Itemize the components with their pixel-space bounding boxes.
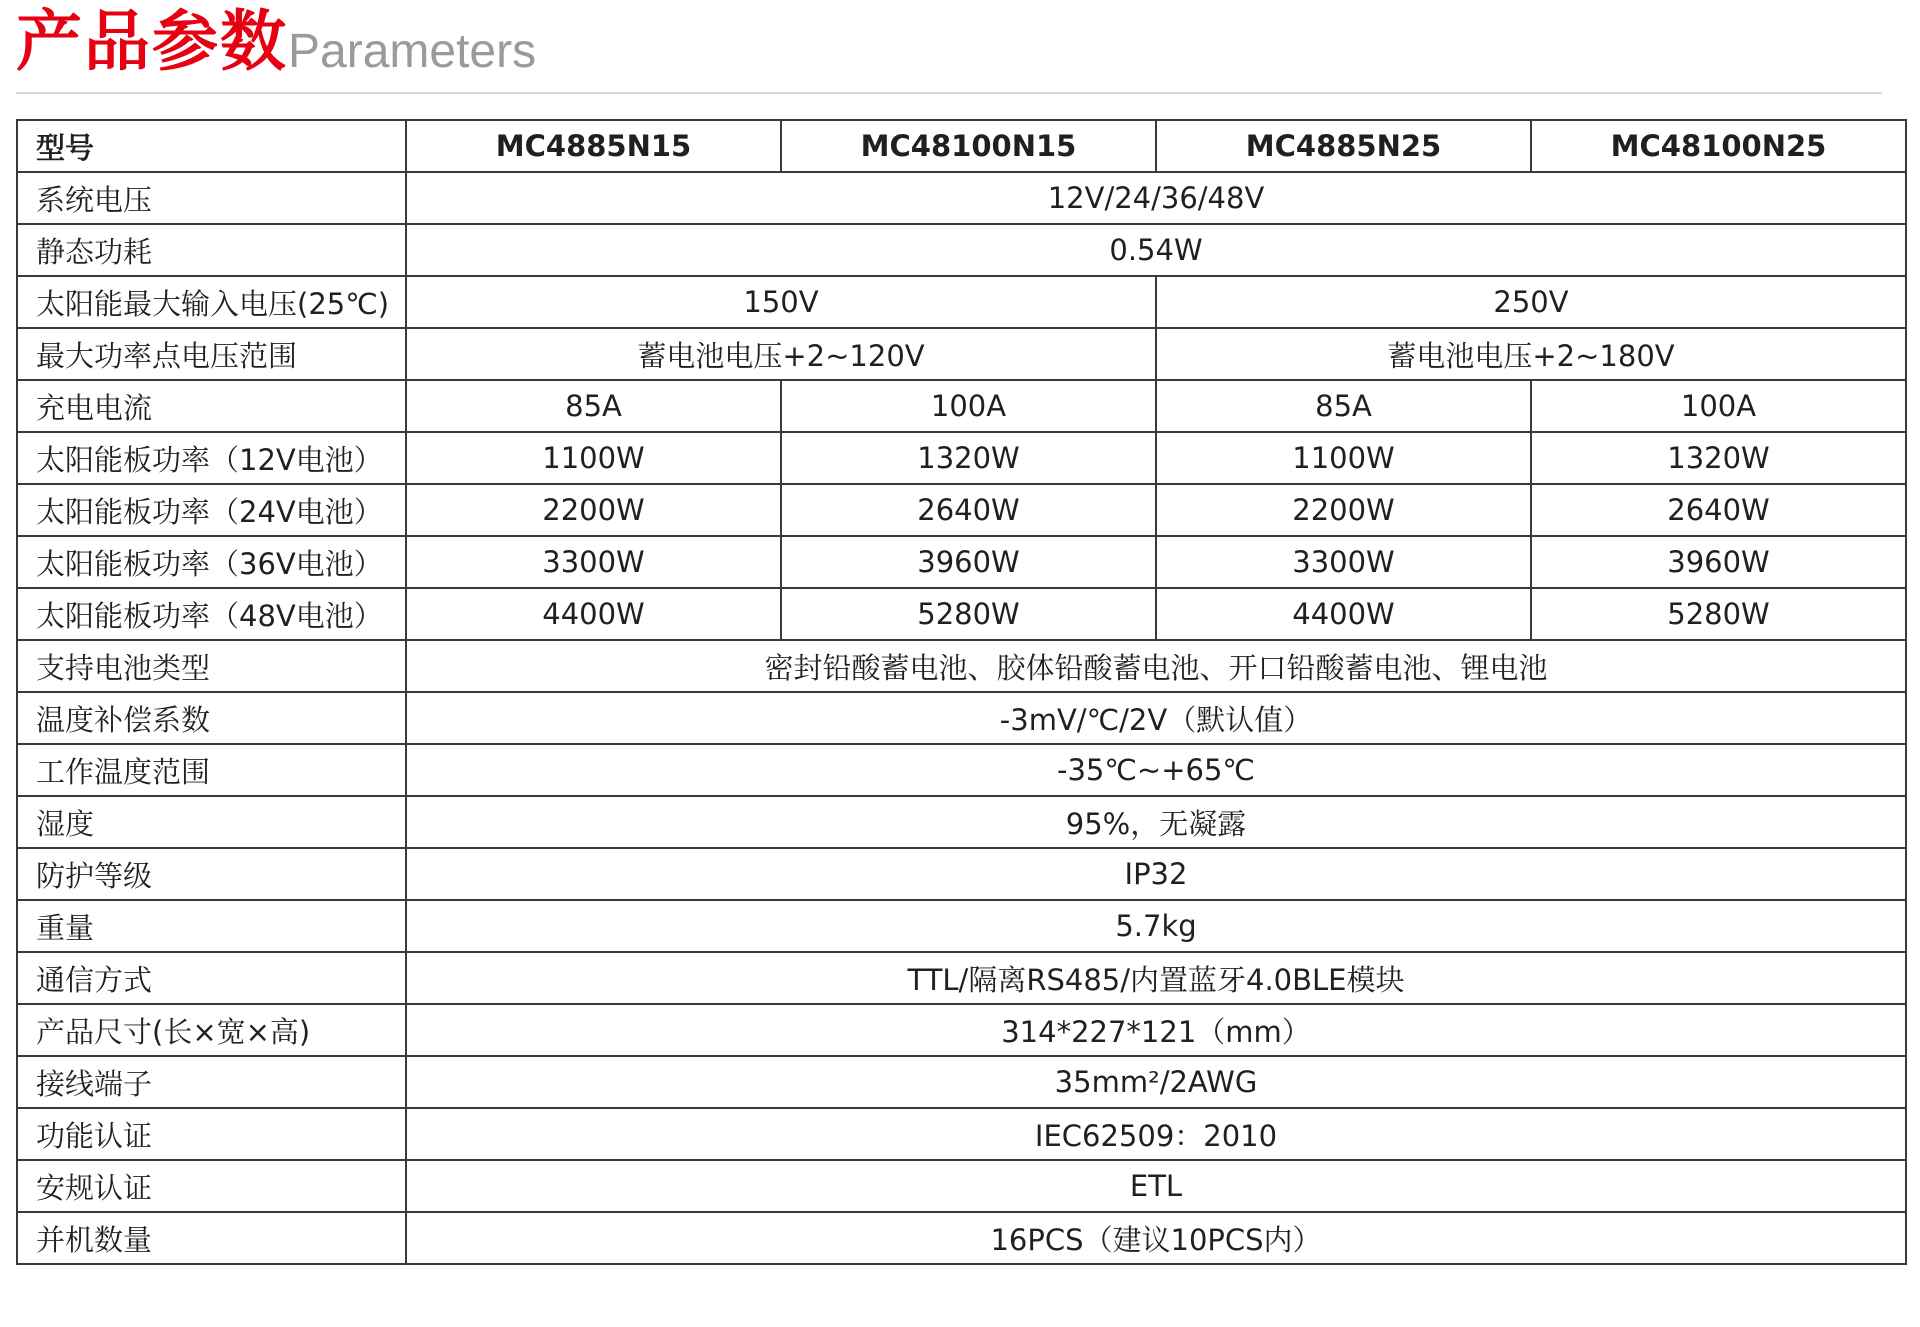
row-value: 85A: [406, 380, 781, 432]
row-label: 通信方式: [17, 952, 406, 1004]
table-row: [17, 328, 1906, 380]
row-value: 1320W: [1531, 432, 1906, 484]
table-row: [17, 1004, 1906, 1056]
row-value: 1320W: [781, 432, 1156, 484]
model-name: MC48100N15: [781, 120, 1156, 172]
row-value: 100A: [1531, 380, 1906, 432]
row-label: 太阳能板功率（36V电池）: [17, 536, 406, 588]
table-row: [17, 744, 1906, 796]
table-row: [17, 276, 1906, 328]
table-row: [17, 848, 1906, 900]
model-name: MC4885N25: [1156, 120, 1531, 172]
row-label: 系统电压: [17, 172, 406, 224]
row-value: 4400W: [1156, 588, 1531, 640]
row-value: 150V: [406, 276, 1156, 328]
row-value: -35℃~+65℃: [406, 744, 1906, 796]
table-row: [17, 432, 1906, 484]
row-label: 接线端子: [17, 1056, 406, 1108]
row-value: 85A: [1156, 380, 1531, 432]
row-value: IP32: [406, 848, 1906, 900]
parameters-table: [16, 119, 1907, 1265]
table-row: [17, 588, 1906, 640]
row-value: 1100W: [406, 432, 781, 484]
table-row: [17, 224, 1906, 276]
page-header: [16, 0, 1896, 90]
table-row: [17, 1108, 1906, 1160]
row-value: 5280W: [781, 588, 1156, 640]
row-label: 功能认证: [17, 1108, 406, 1160]
row-value: TTL/隔离RS485/内置蓝牙4.0BLE模块: [406, 952, 1906, 1004]
row-value: 蓄电池电压+2~120V: [406, 328, 1156, 380]
row-value: 2200W: [406, 484, 781, 536]
row-label: 温度补偿系数: [17, 692, 406, 744]
row-label: 产品尺寸(长×宽×高): [17, 1004, 406, 1056]
row-label: 湿度: [17, 796, 406, 848]
row-label: 静态功耗: [17, 224, 406, 276]
row-value: 35mm²/2AWG: [406, 1056, 1906, 1108]
table-row: [17, 1212, 1906, 1264]
row-value: 2200W: [1156, 484, 1531, 536]
table-row: [17, 172, 1906, 224]
row-value: 100A: [781, 380, 1156, 432]
row-value: 0.54W: [406, 224, 1906, 276]
row-value: 16PCS（建议10PCS内）: [406, 1212, 1906, 1264]
row-value: 95%，无凝露: [406, 796, 1906, 848]
table-row: [17, 484, 1906, 536]
row-value: 蓄电池电压+2~180V: [1156, 328, 1906, 380]
model-name: MC48100N25: [1531, 120, 1906, 172]
row-value: 314*227*121（mm）: [406, 1004, 1906, 1056]
table-header-row: [17, 120, 1906, 172]
row-value: 3300W: [406, 536, 781, 588]
model-name: MC4885N15: [406, 120, 781, 172]
table-row: [17, 640, 1906, 692]
model-header-label: 型号: [17, 120, 406, 172]
row-label: 防护等级: [17, 848, 406, 900]
row-value: 2640W: [1531, 484, 1906, 536]
table-row: [17, 1160, 1906, 1212]
row-label: 工作温度范围: [17, 744, 406, 796]
row-value: IEC62509：2010: [406, 1108, 1906, 1160]
row-value: 3300W: [1156, 536, 1531, 588]
row-label: 太阳能板功率（12V电池）: [17, 432, 406, 484]
row-value: 5280W: [1531, 588, 1906, 640]
table-row: [17, 1056, 1906, 1108]
row-value: -3mV/℃/2V（默认值）: [406, 692, 1906, 744]
row-value: ETL: [406, 1160, 1906, 1212]
page-subtitle: Parameters: [288, 25, 537, 78]
row-label: 支持电池类型: [17, 640, 406, 692]
page-title: 产品参数: [16, 3, 288, 80]
row-value: 2640W: [781, 484, 1156, 536]
row-label: 太阳能板功率（48V电池）: [17, 588, 406, 640]
row-value: 5.7kg: [406, 900, 1906, 952]
row-value: 250V: [1156, 276, 1906, 328]
table-row: [17, 900, 1906, 952]
row-label: 最大功率点电压范围: [17, 328, 406, 380]
row-label: 重量: [17, 900, 406, 952]
header-divider: [16, 92, 1882, 94]
row-value: 3960W: [1531, 536, 1906, 588]
table-row: [17, 692, 1906, 744]
table-row: [17, 380, 1906, 432]
row-value: 3960W: [781, 536, 1156, 588]
table-row: [17, 536, 1906, 588]
row-value: 1100W: [1156, 432, 1531, 484]
row-label: 太阳能最大输入电压(25℃): [17, 276, 406, 328]
row-label: 太阳能板功率（24V电池）: [17, 484, 406, 536]
row-label: 充电电流: [17, 380, 406, 432]
row-label: 安规认证: [17, 1160, 406, 1212]
row-value: 密封铅酸蓄电池、胶体铅酸蓄电池、开口铅酸蓄电池、锂电池: [406, 640, 1906, 692]
table-row: [17, 796, 1906, 848]
table-row: [17, 952, 1906, 1004]
row-value: 12V/24/36/48V: [406, 172, 1906, 224]
row-value: 4400W: [406, 588, 781, 640]
row-label: 并机数量: [17, 1212, 406, 1264]
